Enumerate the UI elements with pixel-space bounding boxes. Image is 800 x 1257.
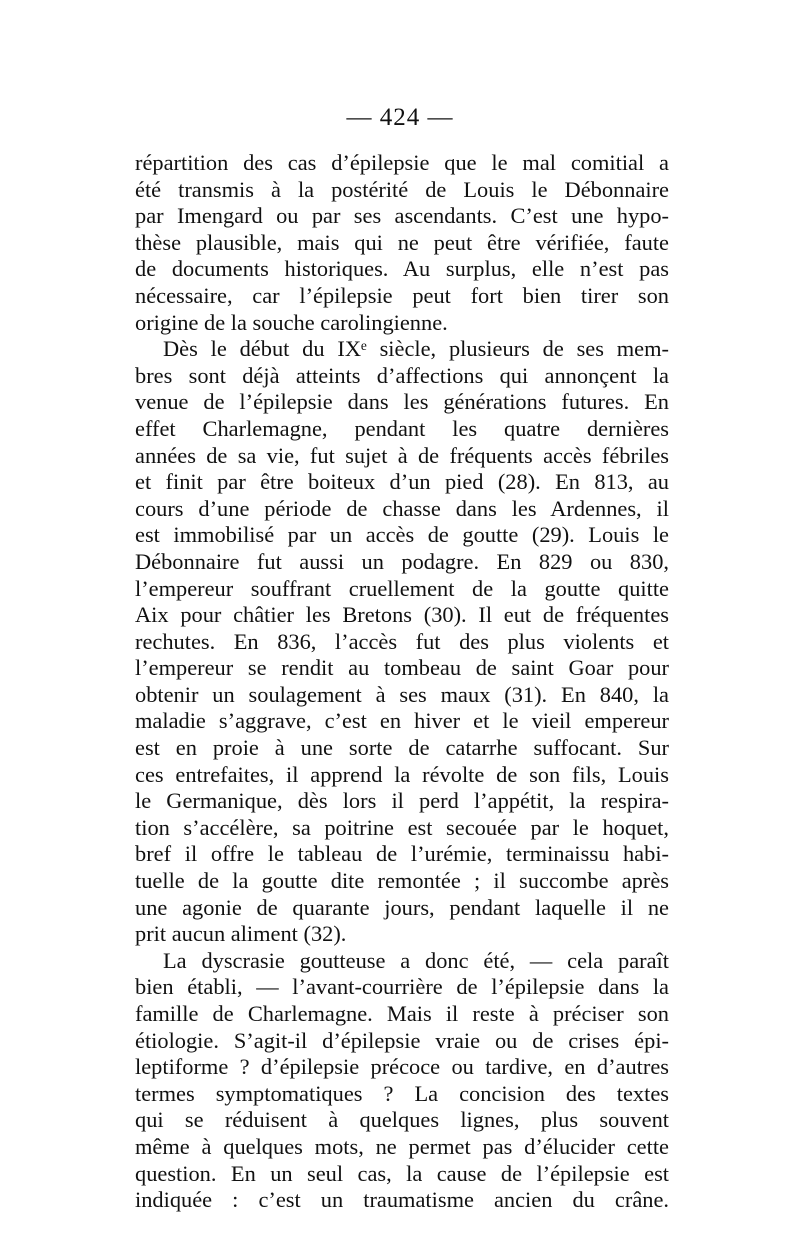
text-line: bien établi, — l’avant-courrière de l’épilepsie dans la (135, 974, 669, 1000)
text-line: bres sont déjà atteints d’affections qui annonçent la (135, 362, 669, 388)
text-line: maladie s’aggrave, c’est en hiver et le vieil empereur (135, 708, 669, 734)
text-line: ces entrefaites, il apprend la révolte de son fils, Louis (135, 761, 669, 787)
text-line: Aix pour châtier les Bretons (30). Il eut de fréquentes (135, 602, 669, 628)
text-line: famille de Charlemagne. Mais il reste à préciser son (135, 1001, 669, 1026)
text-line: années de sa vie, fut sujet à de fréquents accès fébriles (135, 442, 669, 468)
text-line: qui se réduisent à quelques lignes, plus souvent (135, 1107, 669, 1133)
text-line: Dès le début du IXᵉ siècle, plusieurs de ses mem- (163, 336, 669, 362)
text-line: La dyscrasie goutteuse a donc été, — cela paraît (163, 947, 669, 973)
text-line: le Germanique, dès lors il perd l’appétit, la respira- (135, 788, 669, 814)
text-line: été transmis à la postérité de Louis le Débonnaire (135, 176, 669, 202)
text-line: l’empereur se rendit au tombeau de saint Goar pour (135, 655, 669, 681)
text-line: tuelle de la goutte dite remontée ; il succombe après (135, 868, 669, 894)
text-line: et finit par être boiteux d’un pied (28). En 813, au (135, 469, 669, 495)
text-line: leptiforme ? d’épilepsie précoce ou tardive, en d’autres (135, 1054, 669, 1080)
text-line: nécessaire, car l’épilepsie peut fort bien tirer son (135, 282, 669, 308)
text-line: venue de l’épilepsie dans les générations futures. En (135, 389, 669, 415)
text-line: prit aucun aliment (32). (135, 921, 347, 947)
text-line: par Imengard ou par ses ascendants. C’est une hypo- (135, 203, 669, 229)
text-line: même à quelques mots, ne permet pas d’élucider cette (135, 1133, 669, 1159)
text-line: thèse plausible, mais qui ne peut être vérifiée, faute (135, 229, 669, 255)
text-line: répartition des cas d’épilepsie que le mal comitial a (135, 150, 669, 175)
text-line: bref il offre le tableau de l’urémie, terminaissu habi- (135, 841, 669, 867)
text-line: obtenir un soulagement à ses maux (31). En 840, la (135, 681, 669, 707)
text-line: tion s’accélère, sa poitrine est secouée par le hoquet, (135, 814, 669, 840)
text-line: étiologie. S’agit-il d’épilepsie vraie ou de crises épi- (135, 1027, 669, 1053)
text-line: Débonnaire fut aussi un podagre. En 829 ou 830, (135, 548, 669, 574)
text-line: rechutes. En 836, l’accès fut des plus violents et (135, 628, 669, 654)
text-line: effet Charlemagne, pendant les quatre dernières (135, 415, 669, 441)
text-line: cours d’une période de chasse dans les Ardennes, il (135, 495, 669, 521)
text-line: origine de la souche carolingienne. (135, 309, 448, 335)
page-number: — 424 — (346, 104, 454, 131)
text-line: question. En un seul cas, la cause de l’épilepsie est (135, 1160, 669, 1186)
text-line: termes symptomatiques ? La concision des textes (135, 1080, 669, 1106)
text-line: est immobilisé par un accès de goutte (29). Louis le (135, 522, 669, 548)
body-text (135, 150, 669, 1214)
text-line: une agonie de quarante jours, pendant laquelle il ne (135, 894, 669, 920)
text-line: est en proie à une sorte de catarrhe suffocant. Sur (135, 735, 669, 761)
text-line: indiquée : c’est un traumatisme ancien du crâne. (135, 1187, 669, 1213)
text-line: l’empereur souffrant cruellement de la goutte quitte (135, 575, 669, 601)
text-line: de documents historiques. Au surplus, elle n’est pas (135, 256, 669, 282)
